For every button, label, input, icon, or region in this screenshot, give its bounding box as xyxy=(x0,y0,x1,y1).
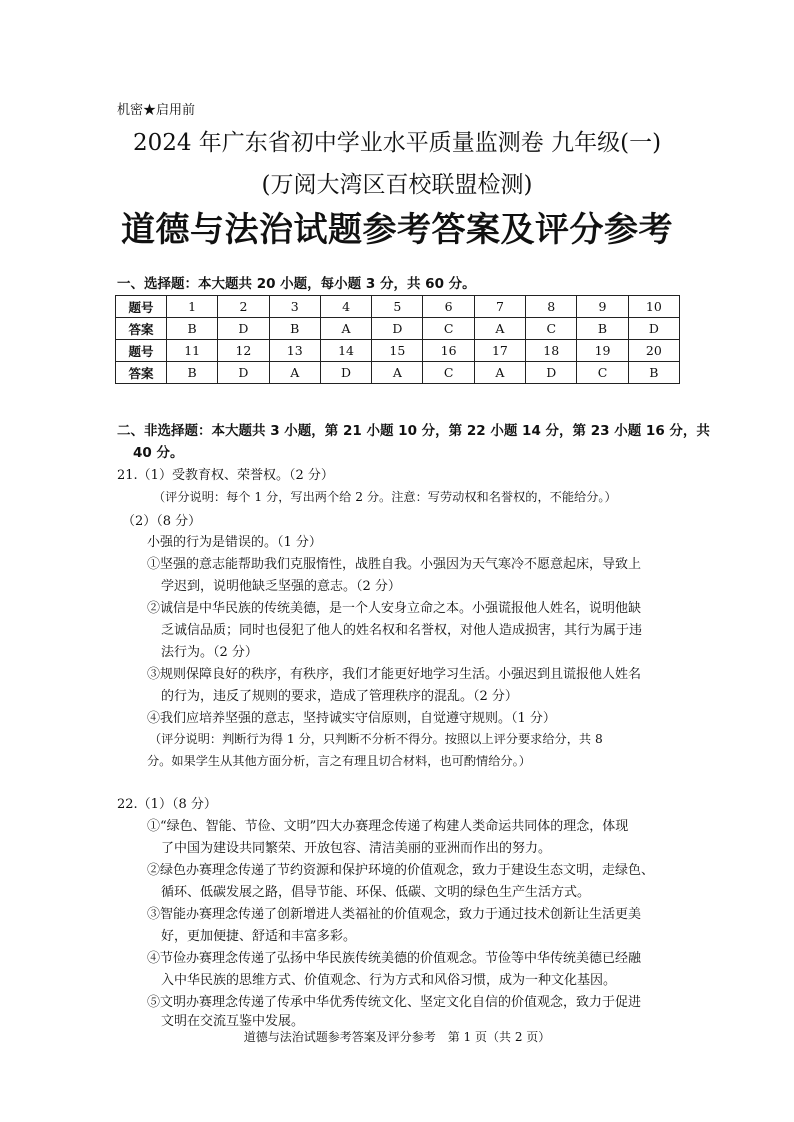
exam-subtitle: (万阅大湾区百校联盟检测) xyxy=(261,172,533,198)
answer-table xyxy=(115,295,680,384)
q22-line: ④节俭办赛理念传递了弘扬中华民族传统美德的价值观念。节俭等中华传统美德已经融 xyxy=(147,951,642,966)
question-number: 13 xyxy=(269,340,320,362)
q21-line: 小强的行为是错误的。（1 分） xyxy=(147,535,322,550)
table-row xyxy=(116,318,680,340)
answer-cell: A xyxy=(320,318,371,340)
answer-cell: A xyxy=(474,362,525,384)
question-number: 5 xyxy=(372,296,423,318)
answer-cell: B xyxy=(269,318,320,340)
q21-line: 法行为。（2 分） xyxy=(161,645,258,660)
exam-title: 2024 年广东省初中学业水平质量监测卷 九年级(一) xyxy=(132,130,662,156)
q22-line: 入中华民族的思维方式、价值观念、行为方式和风俗习惯，成为一种文化基因。 xyxy=(161,973,617,988)
answer-cell: D xyxy=(628,318,679,340)
q21-scoring-note: 分。如果学生从其他方面分析，言之有理且切合材料，也可酌情给分。） xyxy=(147,754,531,768)
answer-cell: D xyxy=(372,318,423,340)
q21-part2: （2）（8 分） xyxy=(122,514,202,529)
q22-line: 文明在交流互鉴中发展。 xyxy=(161,1014,305,1029)
question-label: 题号 xyxy=(116,296,167,318)
question-number: 2 xyxy=(218,296,269,318)
answer-cell: D xyxy=(526,362,577,384)
answer-cell: C xyxy=(423,318,474,340)
question-number: 10 xyxy=(628,296,679,318)
q21-line: 的行为，违反了规则的要求，造成了管理秩序的混乱。（2 分） xyxy=(161,689,518,704)
q22-line: ③智能办赛理念传递了创新增进人类福祉的价值观念，致力于通过技术创新让生活更美 xyxy=(147,907,642,922)
q21-line: ④我们应培养坚强的意志，坚持诚实守信原则，自觉遵守规则。（1 分） xyxy=(147,711,556,726)
document-title: 道德与法治试题参考答案及评分参考 xyxy=(121,210,673,250)
q21-part1-note: （评分说明：每个 1 分，写出两个给 2 分。注意：写劳动权和名誉权的，不能给分。） xyxy=(153,490,617,504)
question-number: 6 xyxy=(423,296,474,318)
question-number: 8 xyxy=(526,296,577,318)
section2-heading-cont: 40 分。 xyxy=(133,445,184,461)
q21-line: 学迟到，说明他缺乏坚强的意志。（2 分） xyxy=(161,579,401,594)
question-number: 20 xyxy=(628,340,679,362)
answer-cell: B xyxy=(577,318,628,340)
answer-cell: B xyxy=(167,318,218,340)
q21-line: ②诚信是中华民族的传统美德，是一个人安身立命之本。小强谎报他人姓名，说明他缺 xyxy=(147,601,642,616)
question-number: 12 xyxy=(218,340,269,362)
answer-label: 答案 xyxy=(116,318,167,340)
answer-cell: C xyxy=(577,362,628,384)
q21-part1: 21.（1）受教育权、荣誉权。（2 分） xyxy=(117,468,334,483)
answer-cell: D xyxy=(218,362,269,384)
question-number: 14 xyxy=(320,340,371,362)
section1-heading: 一、选择题：本大题共 20 小题，每小题 3 分，共 60 分。 xyxy=(117,276,476,292)
table-row xyxy=(116,296,680,318)
section2-heading: 二、非选择题：本大题共 3 小题，第 21 小题 10 分，第 22 小题 14 分，第 23 小题 16 分，共 xyxy=(117,423,710,439)
question-number: 15 xyxy=(372,340,423,362)
question-number: 9 xyxy=(577,296,628,318)
table-row xyxy=(116,362,680,384)
answer-cell: A xyxy=(474,318,525,340)
answer-cell: C xyxy=(526,318,577,340)
answer-cell: D xyxy=(320,362,371,384)
q21-scoring-note: （评分说明：判断行为得 1 分，只判断不分析不得分。按照以上评分要求给分，共 8 xyxy=(149,732,603,746)
confidential-mark: 机密★启用前 xyxy=(117,103,196,118)
q21-line: ③规则保障良好的秩序，有秩序，我们才能更好地学习生活。小强迟到且谎报他人姓名 xyxy=(147,667,642,682)
question-number: 17 xyxy=(474,340,525,362)
answer-cell: B xyxy=(167,362,218,384)
answer-label: 答案 xyxy=(116,362,167,384)
answer-cell: C xyxy=(423,362,474,384)
question-number: 11 xyxy=(167,340,218,362)
q22-line: 循环、低碳发展之路，倡导节能、环保、低碳、文明的绿色生产生活方式。 xyxy=(161,885,591,900)
answer-cell: A xyxy=(372,362,423,384)
answer-cell: B xyxy=(628,362,679,384)
q22-line: ①“绿色、智能、节俭、文明”四大办赛理念传递了构建人类命运共同体的理念，体现 xyxy=(147,819,629,834)
question-number: 4 xyxy=(320,296,371,318)
question-number: 7 xyxy=(474,296,525,318)
q22-line: 好，更加便捷、舒适和丰富多彩。 xyxy=(161,929,357,944)
answer-cell: A xyxy=(269,362,320,384)
question-number: 18 xyxy=(526,340,577,362)
q22-line: ⑤文明办赛理念传递了传承中华优秀传统文化、坚定文化自信的价值观念，致力于促进 xyxy=(147,995,642,1010)
q22-line: ②绿色办赛理念传递了节约资源和保护环境的价值观念，致力于建设生态文明，走绿色、 xyxy=(147,863,655,878)
table-row xyxy=(116,340,680,362)
question-number: 19 xyxy=(577,340,628,362)
answer-cell: D xyxy=(218,318,269,340)
question-number: 1 xyxy=(167,296,218,318)
question-number: 16 xyxy=(423,340,474,362)
page-footer: 道德与法治试题参考答案及评分参考 第 1 页（共 2 页） xyxy=(243,1030,551,1044)
q22-line: 了中国为建设共同繁荣、开放包容、清洁美丽的亚洲而作出的努力。 xyxy=(161,841,552,856)
q22-part1: 22.（1）（8 分） xyxy=(117,797,217,812)
q21-line: 乏诚信品质；同时也侵犯了他人的姓名权和名誉权，对他人造成损害，其行为属于违 xyxy=(161,623,643,638)
q21-line: ①坚强的意志能帮助我们克服惰性，战胜自我。小强因为天气寒冷不愿意起床，导致上 xyxy=(147,557,642,572)
question-label: 题号 xyxy=(116,340,167,362)
question-number: 3 xyxy=(269,296,320,318)
